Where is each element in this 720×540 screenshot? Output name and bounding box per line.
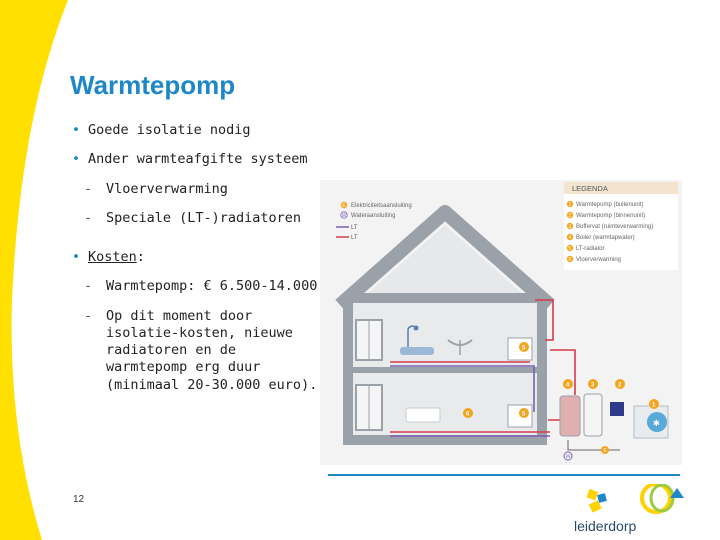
meter-water: W xyxy=(565,454,571,460)
marker-5-lower: 5 xyxy=(522,411,526,418)
marker-6: 6 xyxy=(466,411,470,418)
legend-title: LEGENDA xyxy=(572,184,608,193)
marker-5-upper: 5 xyxy=(522,345,526,352)
svg-text:5: 5 xyxy=(568,246,572,252)
logo-mark-left-icon xyxy=(587,489,607,513)
svg-text:W: W xyxy=(341,213,347,219)
logo-mark-right-icon xyxy=(642,484,684,512)
svg-text:6: 6 xyxy=(568,257,572,263)
key-electricity: Elektriciteitsaansluiting xyxy=(351,203,412,209)
key-water: Wateraansluiting xyxy=(351,213,396,219)
legend-item-3: Buffervat (ruimteverwarming) xyxy=(576,224,654,230)
marker-1: 1 xyxy=(652,402,656,409)
logo-text: leiderdorp xyxy=(574,518,637,534)
page-number: 12 xyxy=(73,494,85,505)
sub-bullet-current-costs: - Op dit moment door isolatie-kosten, nieuwe radiatoren en de warmtepomp erg duur (minimaal 20-30.000 euro). xyxy=(84,307,318,393)
svg-text:1: 1 xyxy=(568,202,572,208)
bullet-heat-system: • Ander warmteafgifte systeem xyxy=(70,151,325,168)
marker-3: 3 xyxy=(591,382,595,389)
legend-item-2: Warmtepomp (binnenunit) xyxy=(576,213,646,219)
marker-2: 2 xyxy=(618,382,622,389)
footer-line xyxy=(328,474,680,476)
svg-text:✱: ✱ xyxy=(653,416,660,429)
svg-text:E: E xyxy=(342,203,346,209)
sub-bullet-radiators: - Speciale (LT-)radiatoren xyxy=(84,209,302,226)
legend-item-4: Boiler (warmtapwater) xyxy=(576,235,635,241)
bullet-insulation: • Goede isolatie nodig xyxy=(70,122,325,139)
legend-item-6: Vloerverwarming xyxy=(576,257,622,263)
svg-text:2: 2 xyxy=(568,213,572,219)
yellow-corner-decoration xyxy=(0,0,80,540)
slide-title: Warmtepomp xyxy=(70,70,236,100)
legend-item-1: Warmtepomp (buitenunit) xyxy=(576,202,644,208)
key-lt-supply: LT xyxy=(351,235,358,241)
heatpump-house-diagram xyxy=(320,180,682,465)
svg-text:4: 4 xyxy=(568,235,572,241)
sub-bullet-heatpump-price: - Warmtepomp: € 6.500-14.000 xyxy=(84,278,318,295)
svg-text:3: 3 xyxy=(568,224,572,230)
marker-4: 4 xyxy=(566,382,570,389)
key-lt-return: LT xyxy=(351,225,358,231)
sub-bullet-floor-heating: - Vloerverwarming xyxy=(84,180,228,197)
slide-body xyxy=(70,122,325,406)
bullet-costs: • Kosten: xyxy=(70,249,325,266)
meter-electricity: E xyxy=(603,448,607,454)
legend-item-5: LT-radiator xyxy=(576,246,605,252)
